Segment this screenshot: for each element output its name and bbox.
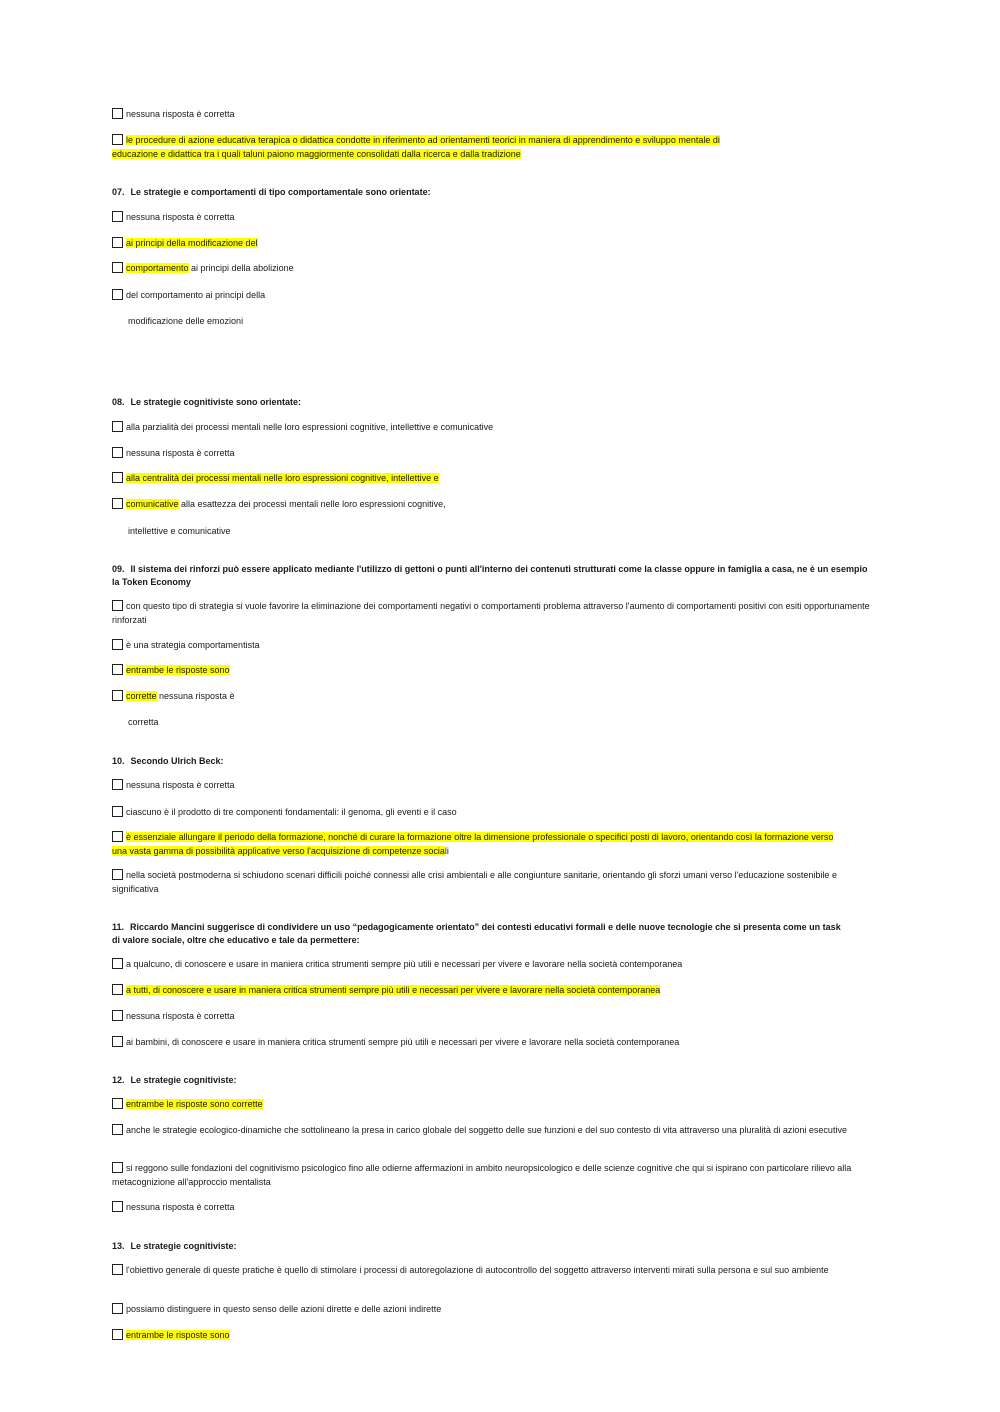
- answer-option: nessuna risposta è corretta: [112, 1009, 872, 1023]
- answer-option: comportamento ai principi della abolizione: [112, 261, 872, 275]
- checkbox[interactable]: [112, 984, 123, 995]
- checkbox[interactable]: [112, 1329, 123, 1340]
- answer-option: nella società postmoderna si schiudono scenari difficili poiché connessi alle crisi ambientali e alle congiunture sanitarie, orientando gli sforzi umani verso l'educazione sostenibile e significativa: [112, 870, 837, 894]
- answer-option: nessuna risposta è corretta: [112, 210, 872, 224]
- checkbox[interactable]: [112, 1162, 123, 1173]
- checkbox[interactable]: [112, 108, 123, 119]
- answer-option: entrambe le risposte sono: [112, 663, 872, 677]
- answer-option: si reggono sulle fondazioni del cognitivismo psicologico fino alle odierne affermazioni in ambito neuropsicologico e delle scienze cognitive che qui si ispirano con particolare rilievo alla metacognizione all'approccio mentalista: [112, 1163, 852, 1187]
- option-continuation: intellettive e comunicative: [128, 526, 231, 536]
- answer-option: entrambe le risposte sono: [112, 1328, 872, 1342]
- answer-option: alla centralità dei processi mentali nelle loro espressioni cognitive, intellettive e: [112, 471, 872, 485]
- checkbox[interactable]: [112, 1201, 123, 1212]
- answer-option: è una strategia comportamentista: [112, 638, 872, 652]
- checkbox[interactable]: [112, 779, 123, 790]
- answer-option: nessuna risposta è corretta: [112, 446, 872, 460]
- checkbox[interactable]: [112, 262, 123, 273]
- answer-option: alla parzialità dei processi mentali nelle loro espressioni cognitive, intellettive e comunicative: [112, 420, 872, 434]
- answer-option: a tutti, di conoscere e usare in maniera critica strumenti sempre più utili e necessari per vivere e lavorare nella società contemporanea: [112, 983, 872, 997]
- answer-option: [112, 107, 872, 121]
- checkbox[interactable]: [112, 1124, 123, 1135]
- checkbox[interactable]: [112, 806, 123, 817]
- checkbox[interactable]: [112, 958, 123, 969]
- question-title: 11. Riccardo Mancini suggerisce di condividere un uso “pedagogicamente orientato” dei contesti educativi formali e delle nuove tecnologie che si presenta come un task di valore sociale, oltre che educativo e tale da permettere:: [112, 922, 841, 945]
- answer-option: entrambe le risposte sono corrette: [112, 1097, 872, 1111]
- option-text-highlighted: le procedure di azione educativa terapica o didattica condotte in riferimento ad orientamenti teorici in maniera di apprendimento e sviluppo mentale di: [126, 135, 720, 145]
- answer-option: ai principi della modificazione del: [112, 236, 872, 250]
- checkbox[interactable]: [112, 289, 123, 300]
- answer-option: anche le strategie ecologico-dinamiche che sottolineano la presa in carico globale del soggetto delle sue funzioni e del suo contesto di vita attraverso una pluralità di azioni esecutive: [112, 1123, 872, 1137]
- answer-option: con questo tipo di strategia si vuole favorire la eliminazione dei comportamenti negativi o comportamenti problema attraverso l'aumento di comportamenti positivi con esiti opportunamente rinforzati: [112, 601, 870, 625]
- answer-option: a qualcuno, di conoscere e usare in maniera critica strumenti sempre più utili e necessari per vivere e lavorare nella società contemporanea: [112, 957, 872, 971]
- checkbox[interactable]: [112, 664, 123, 675]
- option-text-highlighted: educazione e didattica tra i quali taluni paiono maggiormente consolidati dalla ricerca e dalla tradizione: [112, 149, 521, 159]
- answer-option: ciascuno è il prodotto di tre componenti fondamentali: il genoma, gli eventi e il caso: [112, 805, 872, 819]
- checkbox[interactable]: [112, 600, 123, 611]
- question-title: 09. Il sistema dei rinforzi può essere applicato mediante l'utilizzo di gettoni o punti all'interno dei contenuti strutturati come la classe oppure in famiglia a casa, ne è un esempio la Token Economy: [112, 564, 868, 587]
- answer-option: [112, 133, 872, 161]
- checkbox[interactable]: [112, 1264, 123, 1275]
- answer-option: corrette nessuna risposta è: [112, 689, 872, 703]
- checkbox[interactable]: [112, 498, 123, 509]
- checkbox[interactable]: [112, 869, 123, 880]
- checkbox[interactable]: [112, 1010, 123, 1021]
- checkbox[interactable]: [112, 831, 123, 842]
- question-title: 07. Le strategie e comportamenti di tipo comportamentale sono orientate:: [112, 187, 431, 197]
- checkbox[interactable]: [112, 1098, 123, 1109]
- option-continuation: modificazione delle emozioni: [128, 316, 244, 326]
- answer-option: comunicative alla esattezza dei processi mentali nelle loro espressioni cognitive,: [112, 497, 872, 511]
- checkbox[interactable]: [112, 421, 123, 432]
- answer-option: nessuna risposta è corretta: [112, 778, 872, 792]
- checkbox[interactable]: [112, 211, 123, 222]
- checkbox[interactable]: [112, 639, 123, 650]
- checkbox[interactable]: [112, 447, 123, 458]
- answer-option: del comportamento ai principi della: [112, 288, 872, 302]
- checkbox[interactable]: [112, 134, 123, 145]
- checkbox[interactable]: [112, 237, 123, 248]
- answer-option: possiamo distinguere in questo senso delle azioni dirette e delle azioni indirette: [112, 1302, 872, 1316]
- question-title: 12. Le strategie cognitiviste:: [112, 1075, 237, 1085]
- checkbox[interactable]: [112, 690, 123, 701]
- answer-option: è essenziale allungare il periodo della formazione, nonché di curare la formazione oltre la dimensione professionale o specifici posti di lavoro, orientando così la formazione verso una vasta gamma di possibilità applicative verso l'acquisizione di competenze sociali: [112, 832, 834, 856]
- question-title: 13. Le strategie cognitiviste:: [112, 1241, 237, 1251]
- answer-option: ai bambini, di conoscere e usare in maniera critica strumenti sempre più utili e necessari per vivere e lavorare nella società contemporanea: [112, 1035, 872, 1049]
- question-title: 10. Secondo Ulrich Beck:: [112, 756, 224, 766]
- answer-option: l'obiettivo generale di queste pratiche è quello di stimolare i processi di autoregolazione di autocontrollo del soggetto attraverso interventi mirati sulla persona e sul suo ambiente: [112, 1263, 872, 1277]
- option-text: nessuna risposta è corretta: [126, 109, 235, 119]
- option-continuation: corretta: [128, 717, 159, 727]
- question-title: 08. Le strategie cognitiviste sono orientate:: [112, 397, 302, 407]
- checkbox[interactable]: [112, 1036, 123, 1047]
- checkbox[interactable]: [112, 472, 123, 483]
- answer-option: nessuna risposta è corretta: [112, 1200, 872, 1214]
- checkbox[interactable]: [112, 1303, 123, 1314]
